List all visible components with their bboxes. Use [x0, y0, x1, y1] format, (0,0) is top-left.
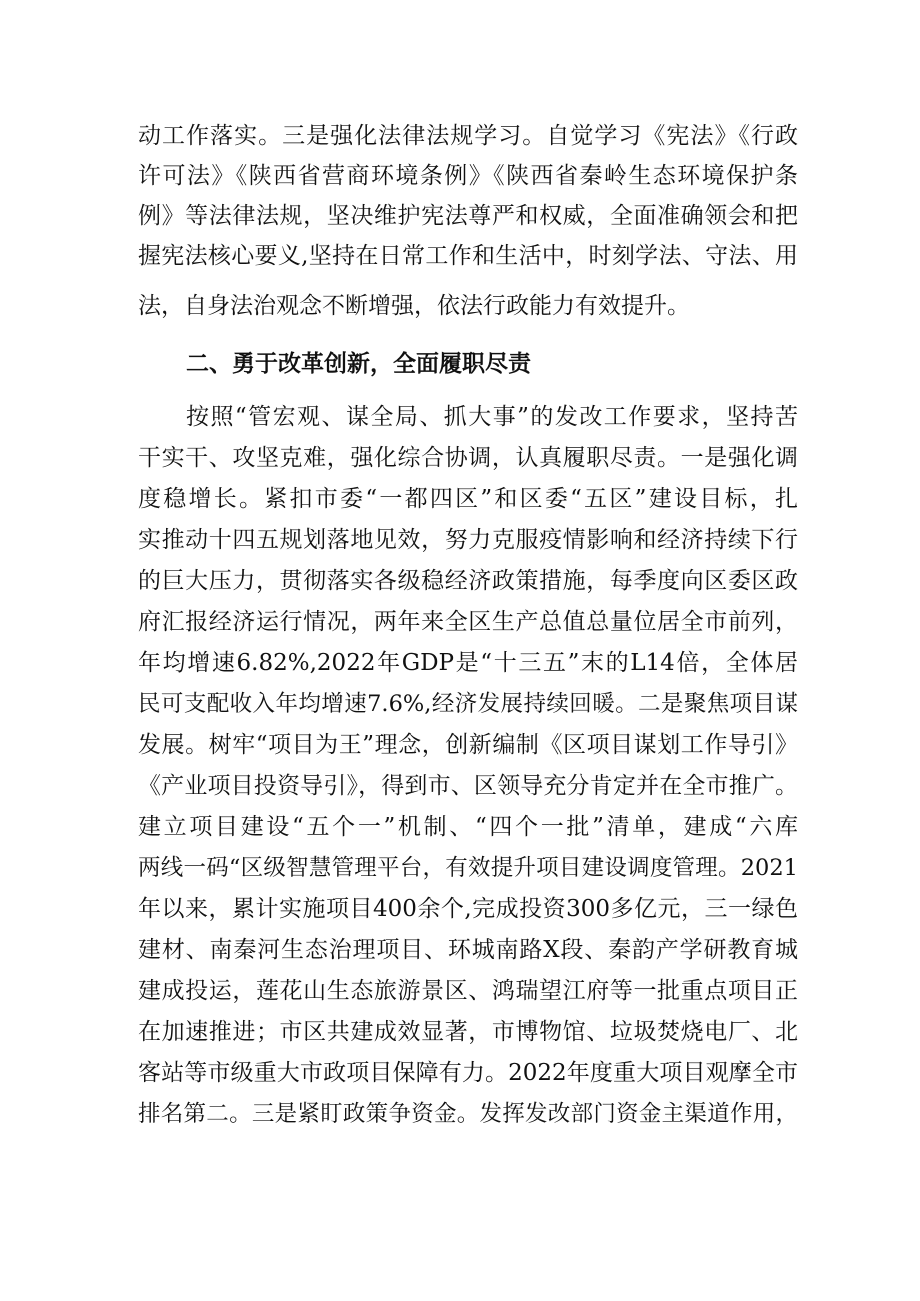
paragraph-2-line-11: 建立项目建设“五个一”机制、“四个一批”清单，建成“六库 — [138, 814, 798, 840]
paragraph-2-line-18: 排名第二。三是紧盯政策争资金。发挥发改部门资金主渠道作用， — [138, 1101, 798, 1127]
paragraph-2-line-17: 客站等市级重大市政项目保障有力。2022年度重大项目观摩全市 — [138, 1060, 798, 1086]
paragraph-1-line-4: 握宪法核心要义,坚持在日常工作和生活中，时刻学法、守法、用 — [138, 243, 798, 269]
paragraph-2-line-16: 在加速推进；市区共建成效显著，市博物馆、垃圾焚烧电厂、北 — [138, 1019, 798, 1045]
paragraph-2-line-7: 年均增速6.82%,2022年GDP是“十三五”末的L14倍，全体居 — [138, 650, 798, 676]
paragraph-2-line-5: 的巨大压力，贯彻落实各级稳经济政策措施，每季度向区委区政 — [138, 568, 798, 594]
section-2-heading: 二、勇于改革创新，全面履职尽责 — [186, 351, 531, 377]
paragraph-2-line-15: 建成投运，莲花山生态旅游景区、鸿瑞望江府等一批重点项目正 — [138, 978, 798, 1004]
paragraph-2-line-2: 干实干、攻坚克难，强化综合协调，认真履职尽责。一是强化调 — [138, 445, 798, 471]
paragraph-2-line-10: 《产业项目投资导引》，得到市、区领导充分肯定并在全市推广。 — [138, 773, 798, 799]
paragraph-2-line-14: 建材、南秦河生态治理项目、环城南路X段、秦韵产学研教育城 — [138, 937, 798, 963]
paragraph-2-line-4: 实推动十四五规划落地见效，努力克服疫情影响和经济持续下行 — [138, 527, 798, 553]
paragraph-1-line-5: 法，自身法治观念不断增强，依法行政能力有效提升。 — [138, 293, 690, 319]
paragraph-2-line-3: 度稳增长。紧扣市委“一都四区”和区委“五区”建设目标，扎 — [138, 486, 798, 512]
paragraph-2-line-6: 府汇报经济运行情况，两年来全区生产总值总量位居全市前列， — [138, 609, 798, 635]
paragraph-2-line-8: 民可支配收入年均增速7.6%,经济发展持续回暖。二是聚焦项目谋 — [138, 691, 798, 717]
paragraph-2-line-1: 按照“管宏观、谋全局、抓大事”的发改工作要求，坚持苦 — [186, 404, 798, 430]
paragraph-2-line-12: 两线一码“区级智慧管理平台，有效提升项目建设调度管理。2021 — [138, 855, 798, 881]
paragraph-2-line-9: 发展。树牢“项目为王”理念，创新编制《区项目谋划工作导引》 — [138, 732, 798, 758]
paragraph-1-line-2: 许可法》《陕西省营商环境条例》《陕西省秦岭生态环境保护条 — [138, 163, 798, 189]
paragraph-2-line-13: 年以来，累计实施项目400余个,完成投资300多亿元，三一绿色 — [138, 896, 798, 922]
paragraph-1-line-3: 例》等法律法规，坚决维护宪法尊严和权威，全面准确领会和把 — [138, 203, 798, 229]
paragraph-1-line-1: 动工作落实。三是强化法律法规学习。自觉学习《宪法》《行政 — [138, 123, 798, 149]
